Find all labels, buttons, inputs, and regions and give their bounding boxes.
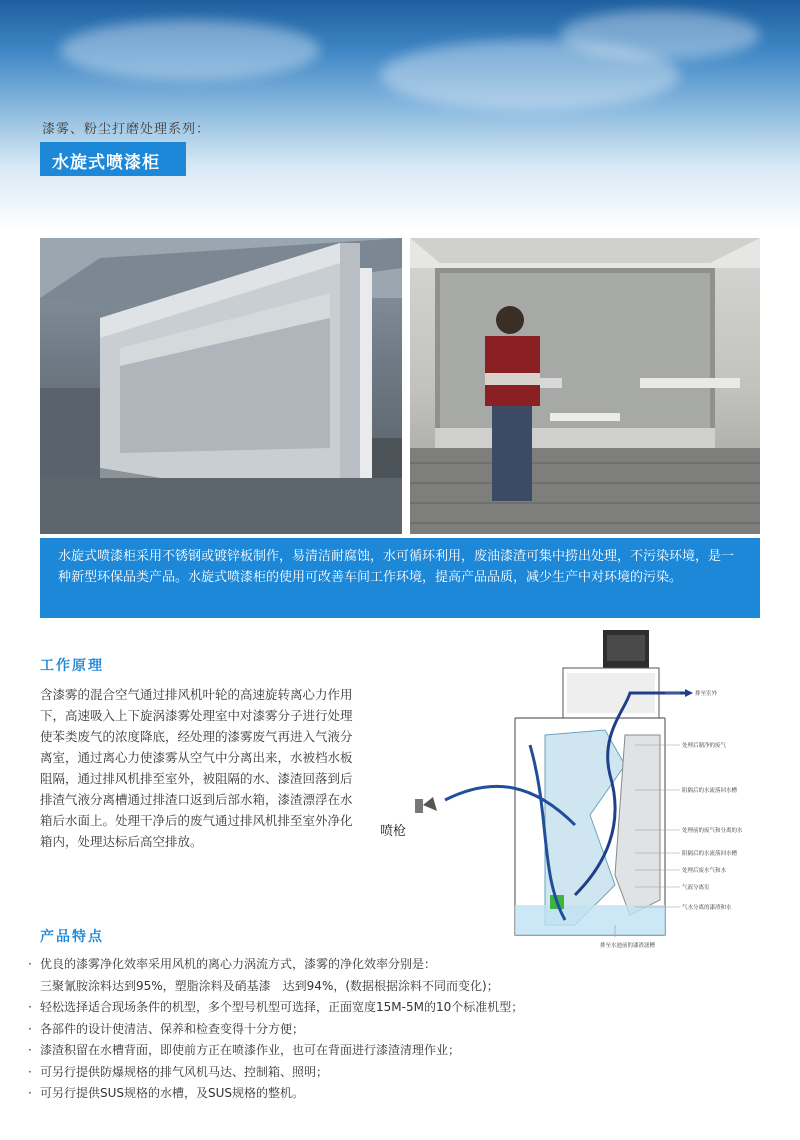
feature-item: [28, 1083, 768, 1105]
product-title: 水旋式喷漆柜: [40, 142, 186, 176]
diagram-label: 气液分离室: [682, 885, 710, 891]
product-description: 水旋式喷漆柜采用不锈钢或镀锌板制作，易清洁耐腐蚀，水可循环利用，废油漆渣可集中捞出处理，不污染环境，是一种新型环保品类产品。水旋式喷漆柜的使用可改善车间工作环境，提高产品品质，减少生产中对环境的污染。: [40, 538, 760, 618]
feature-text: 三聚氰胺涂料达到95%，塑脂涂料及硝基漆 达到94%，(数据根据涂料不同而变化)；: [40, 978, 499, 993]
diagram-label: 处理后废水气和水: [682, 868, 727, 874]
bullet-icon: ·: [28, 1043, 32, 1057]
booth-photo-factory: [40, 238, 402, 534]
working-principle-diagram: [375, 625, 765, 955]
feature-text: 可另行提供SUS规格的水槽，及SUS规格的整机。: [40, 1086, 305, 1100]
diagram-label: 气水分离的漆渣和水: [682, 905, 732, 911]
feature-text: 可另行提供防爆规格的排气风机马达、控制箱、照明；: [40, 1064, 329, 1079]
cloud-decoration: [560, 10, 760, 60]
bullet-icon: ·: [28, 957, 32, 971]
bullet-icon: ·: [28, 1000, 32, 1014]
feature-item: [28, 1062, 768, 1084]
spray-gun-label: 喷枪: [380, 824, 407, 839]
bullet-icon: ·: [28, 1021, 32, 1036]
feature-text: 各部件的设计使清洁、保养和检查变得十分方便；: [40, 1021, 305, 1036]
diagram-label: 阻隔后的水流落回水槽: [682, 788, 738, 794]
feature-text: 轻松选择适合现场条件的机型，多个型号机型可选择，正面宽度15M-5M的10个标准机型；: [40, 1000, 524, 1014]
features-heading: 产品特点: [40, 929, 104, 945]
feature-item: [28, 997, 768, 1019]
diagram-label: 处理后制净的废气: [682, 743, 727, 749]
diagram-label: 排至水池前的漆渣滤槽: [600, 943, 656, 949]
cloud-decoration: [60, 20, 320, 80]
bullet-icon: ·: [28, 1086, 32, 1100]
feature-item: [28, 1040, 768, 1062]
feature-item: [28, 1019, 768, 1041]
header-background: [0, 0, 800, 230]
features-list: [28, 954, 768, 1105]
principle-heading: 工作原理: [40, 658, 104, 674]
principle-text: 含漆雾的混合空气通过排风机叶轮的高速旋转离心力作用下，高速吸入上下旋涡漆雾处理室中对漆雾分子进行处理使苯类废气的浓度降底，经处理的漆雾废气再进入气液分离室，通过离心力使漆雾从空气中分离出来，水被档水板阻隔，通过排风机排至室外，被阻隔的水、漆渣回落到后排渣气液分离槽通过排渣口返到后部水箱，漆渣漂浮在水箱后水面上。处理干净后的废气通过排风机排至室外净化箱内，处理达标后高空排放。: [40, 687, 353, 849]
spray-gun-icon: [423, 797, 437, 811]
bullet-icon: ·: [28, 1064, 32, 1079]
diagram-label: 阻隔后的水流落回水槽: [682, 851, 738, 857]
feature-item: [28, 954, 768, 976]
diagram-label: 排至室外: [695, 691, 718, 697]
feature-text: 优良的漆雾净化效率采用风机的离心力涡流方式，漆雾的净化效率分别是：: [40, 957, 437, 971]
series-label: 漆雾、粉尘打磨处理系列：: [42, 122, 211, 137]
booth-photo-operator: [410, 238, 760, 534]
feature-text: 漆渣积留在水槽背面，即使前方正在喷漆作业，也可在背面进行漆渣清理作业；: [40, 1043, 461, 1057]
feature-item: [28, 976, 768, 998]
diagram-label: 处理前的废气和分离的水: [682, 828, 743, 834]
